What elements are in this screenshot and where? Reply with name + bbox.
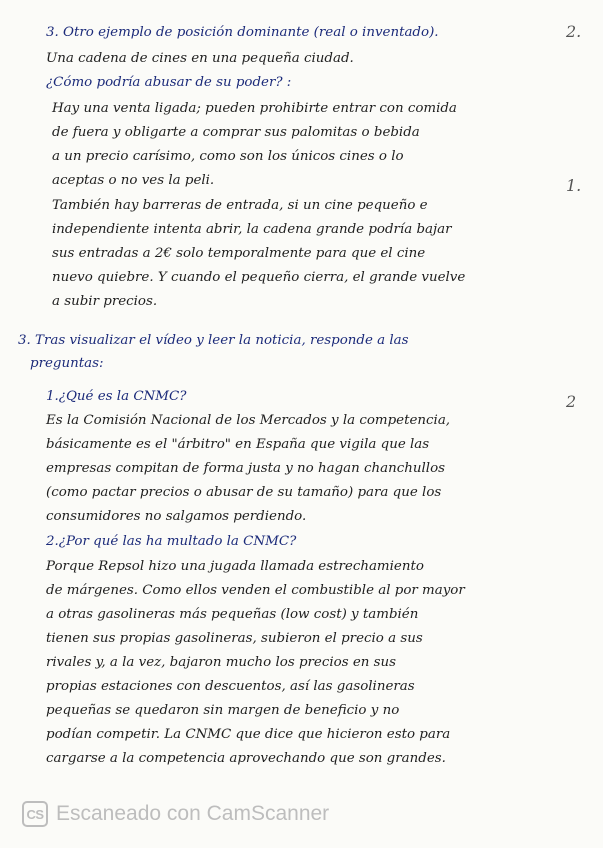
margin-mark: 1. [566, 176, 582, 195]
text-line: consumidores no salgamos perdiendo. [46, 509, 307, 524]
text-line: pequeñas se quedaron sin margen de beneficio y no [46, 703, 400, 718]
heading-line: 2.¿Por qué las ha multado la CNMC? [46, 534, 297, 549]
text-line: a un precio carísimo, como son los únicos cines o lo [52, 149, 404, 164]
text-line: a subir precios. [52, 294, 158, 309]
margin-mark: 2. [566, 22, 582, 41]
text-line: sus entradas a 2€ solo temporalmente para que el cine [52, 246, 426, 261]
watermark-label: Escaneado con CamScanner [56, 802, 330, 825]
text-line: a otras gasolineras más pequeñas (low cost) y también [46, 607, 419, 622]
margin-mark: 2 [566, 392, 577, 411]
text-line: aceptas o no ves la peli. [52, 173, 215, 188]
text-line: básicamente es el "árbitro" en España que vigila que las [46, 437, 430, 452]
text-line: nuevo quiebre. Y cuando el pequeño cierra, el grande vuelve [52, 270, 466, 285]
camscanner-watermark [22, 800, 329, 828]
text-line: Es la Comisión Nacional de los Mercados y la competencia, [46, 413, 451, 428]
text-line: También hay barreras de entrada, si un cine pequeño e [52, 198, 428, 213]
heading-line: 3. Tras visualizar el vídeo y leer la noticia, responde a las [18, 333, 409, 348]
camscanner-logo-icon: CS [22, 801, 48, 827]
text-line: Hay una venta ligada; pueden prohibirte entrar con comida [52, 101, 457, 116]
text-line: rivales y, a la vez, bajaron mucho los precios en sus [46, 655, 396, 670]
heading-line: preguntas: [30, 356, 104, 371]
heading-line: ¿Cómo podría abusar de su poder? : [46, 75, 292, 90]
text-line: tienen sus propias gasolineras, subieron el precio a sus [46, 631, 423, 646]
text-line: independiente intenta abrir, la cadena grande podría bajar [52, 222, 452, 237]
text-line: podían competir. La CNMC que dice que hicieron esto para [46, 727, 451, 742]
text-line: propias estaciones con descuentos, así las gasolineras [46, 679, 415, 694]
text-line: (como pactar precios o abusar de su tamaño) para que los [46, 485, 442, 500]
heading-line: 3. Otro ejemplo de posición dominante (real o inventado). [46, 25, 439, 40]
text-line: de fuera y obligarte a comprar sus palomitas o bebida [52, 125, 420, 140]
text-line: Una cadena de cines en una pequeña ciudad. [46, 51, 354, 66]
text-line: empresas compitan de forma justa y no hagan chanchullos [46, 461, 446, 476]
text-line: Porque Repsol hizo una jugada llamada estrechamiento [46, 559, 424, 574]
text-line: cargarse a la competencia aprovechando que son grandes. [46, 751, 446, 766]
heading-line: 1.¿Qué es la CNMC? [46, 389, 187, 404]
text-line: de márgenes. Como ellos venden el combustible al por mayor [46, 583, 465, 598]
